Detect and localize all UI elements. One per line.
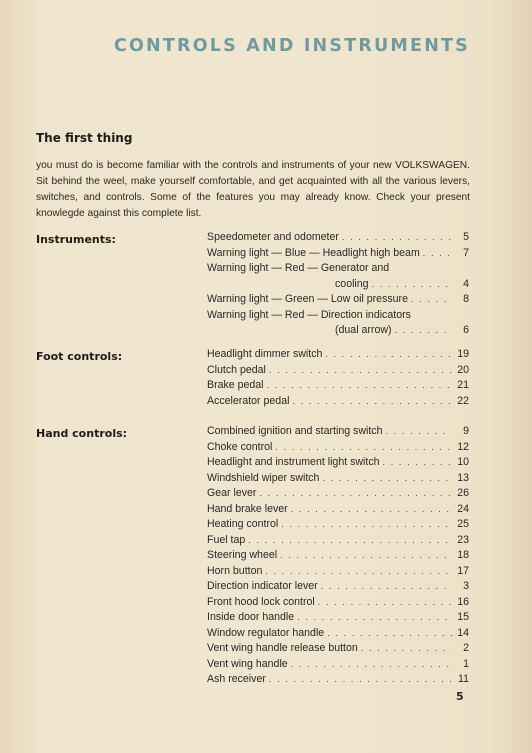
list-item-page: 15 [457,611,469,623]
list-item-page: 14 [457,626,469,639]
list-item-label-continued: cooling [335,277,369,290]
list-item-line [207,262,469,278]
list-item-page: 22 [457,394,469,407]
dot-leader [385,426,452,436]
dot-leader [372,279,452,289]
dot-leader [259,488,452,498]
list-item [207,441,469,457]
list-item-page: 3 [463,580,469,592]
list-item-label: Clutch pedal [207,363,266,376]
list-item [207,503,469,519]
dot-leader [383,457,452,467]
dot-leader [280,550,452,560]
dot-leader [361,643,452,653]
list-item [207,324,469,340]
list-item [207,472,469,488]
list-item [207,293,469,309]
list-item-label: Combined ignition and starting switch [207,425,383,437]
list-item-label: Ash receiver [207,673,266,685]
list-item-label: Horn button [207,564,263,577]
list-item-label: Fuel tap [207,533,246,546]
intro-paragraph: you must do is become familiar with the controls and instruments of your new VOLKSWAGEN. Sit behind the weel, make yourself comfortable, and get acquainted with all the various levers, switches, and controls. Some of the features you may already know. Check your present knowlegde against this complete list. [36,160,470,219]
list-item-label: Gear lever [207,487,257,499]
dot-leader [291,504,452,514]
page-title: CONTROLS AND INSTRUMENTS [113,36,470,56]
dot-leader [269,674,452,684]
dot-leader [292,396,452,406]
list-item [207,658,469,674]
list-item [207,456,469,472]
dot-leader [269,365,452,375]
list-item-label: Window regulator handle [207,626,325,639]
dot-leader [281,519,452,529]
list-item-page: 5 [463,231,469,243]
dot-leader [297,612,452,622]
dot-leader [342,232,452,242]
section-label-foot-controls: Foot controls: [36,350,123,363]
list-item [207,627,469,643]
foot-controls-list [207,348,469,410]
list-item-label: Direction indicator lever [207,580,318,592]
list-item-label: Front hood lock control [207,595,315,608]
list-item-label-continued: (dual arrow) [335,324,392,336]
dot-leader [265,566,452,576]
list-item [207,364,469,380]
list-item-label: Warning light — Red — Generator and [207,262,390,274]
list-item-page: 16 [457,595,469,608]
list-item [207,231,469,247]
list-item [207,596,469,612]
list-item [207,425,469,441]
dot-leader [322,473,452,483]
list-item-label: Windshield wiper switch [207,471,320,484]
list-item-page: 6 [463,324,469,336]
list-item-label: Accelerator pedal [207,394,290,407]
list-item [207,395,469,411]
section-label-instruments: Instruments: [36,233,116,246]
list-item-page: 11 [458,673,469,685]
list-item [207,379,469,395]
list-item-line [207,309,469,325]
list-item-page: 4 [463,277,469,290]
dot-leader [395,325,452,335]
list-item-page: 8 [463,293,469,305]
list-item-page: 25 [457,518,469,530]
list-item-page: 12 [457,440,469,453]
list-item-page: 10 [457,456,469,468]
list-item-label: Steering wheel [207,549,278,561]
list-item-label: Choke control [207,440,273,453]
instruments-list [207,231,469,340]
list-item-page: 20 [457,363,469,376]
list-item-label: Inside door handle [207,611,295,623]
list-item-page: 1 [463,657,469,670]
list-item-page: 7 [463,246,469,259]
dot-leader [321,581,452,591]
list-item [207,549,469,565]
page-number: 5 [456,690,464,703]
list-item-label: Warning light — Blue — Headlight high beam [207,246,420,259]
dot-leader [291,659,452,669]
section-label-hand-controls: Hand controls: [36,427,128,440]
list-item [207,348,469,364]
list-item-label: Heating control [207,518,279,530]
dot-leader [248,535,452,545]
list-item-page: 18 [457,549,469,561]
list-item [207,518,469,534]
list-item-page: 26 [457,487,469,499]
list-item-page: 24 [457,502,469,515]
list-item-page: 17 [457,564,469,577]
intro-heading: The first thing [36,131,133,145]
list-item-label: Vent wing handle [207,657,288,670]
dot-leader [325,349,452,359]
list-item-label: Brake pedal [207,379,264,391]
list-item-label: Hand brake lever [207,502,288,515]
list-item [207,565,469,581]
list-item [207,673,469,689]
dot-leader [318,597,452,607]
list-item-page: 2 [463,642,469,654]
list-item [207,611,469,627]
list-item [207,580,469,596]
dot-leader [267,380,452,390]
list-item [207,642,469,658]
list-item-page: 9 [463,425,469,437]
list-item [207,247,469,263]
dot-leader [411,294,452,304]
list-item-label: Headlight dimmer switch [207,348,323,360]
list-item-page: 19 [457,348,469,360]
dot-leader [275,442,452,452]
list-item-label: Warning light — Green — Low oil pressure [207,293,408,305]
list-item [207,487,469,503]
list-item [207,534,469,550]
list-item-page: 21 [457,379,469,391]
list-item-page: 23 [457,533,469,546]
dot-leader [327,628,452,638]
dot-leader [423,248,452,258]
list-item [207,278,469,294]
list-item-label: Speedometer and odometer [207,231,339,243]
list-item-label: Headlight and instrument light switch [207,456,380,468]
hand-controls-list [207,425,469,689]
list-item-label: Warning light — Red — Direction indicators [207,308,411,321]
list-item-page: 13 [457,471,469,484]
list-item-label: Vent wing handle release button [207,642,358,654]
